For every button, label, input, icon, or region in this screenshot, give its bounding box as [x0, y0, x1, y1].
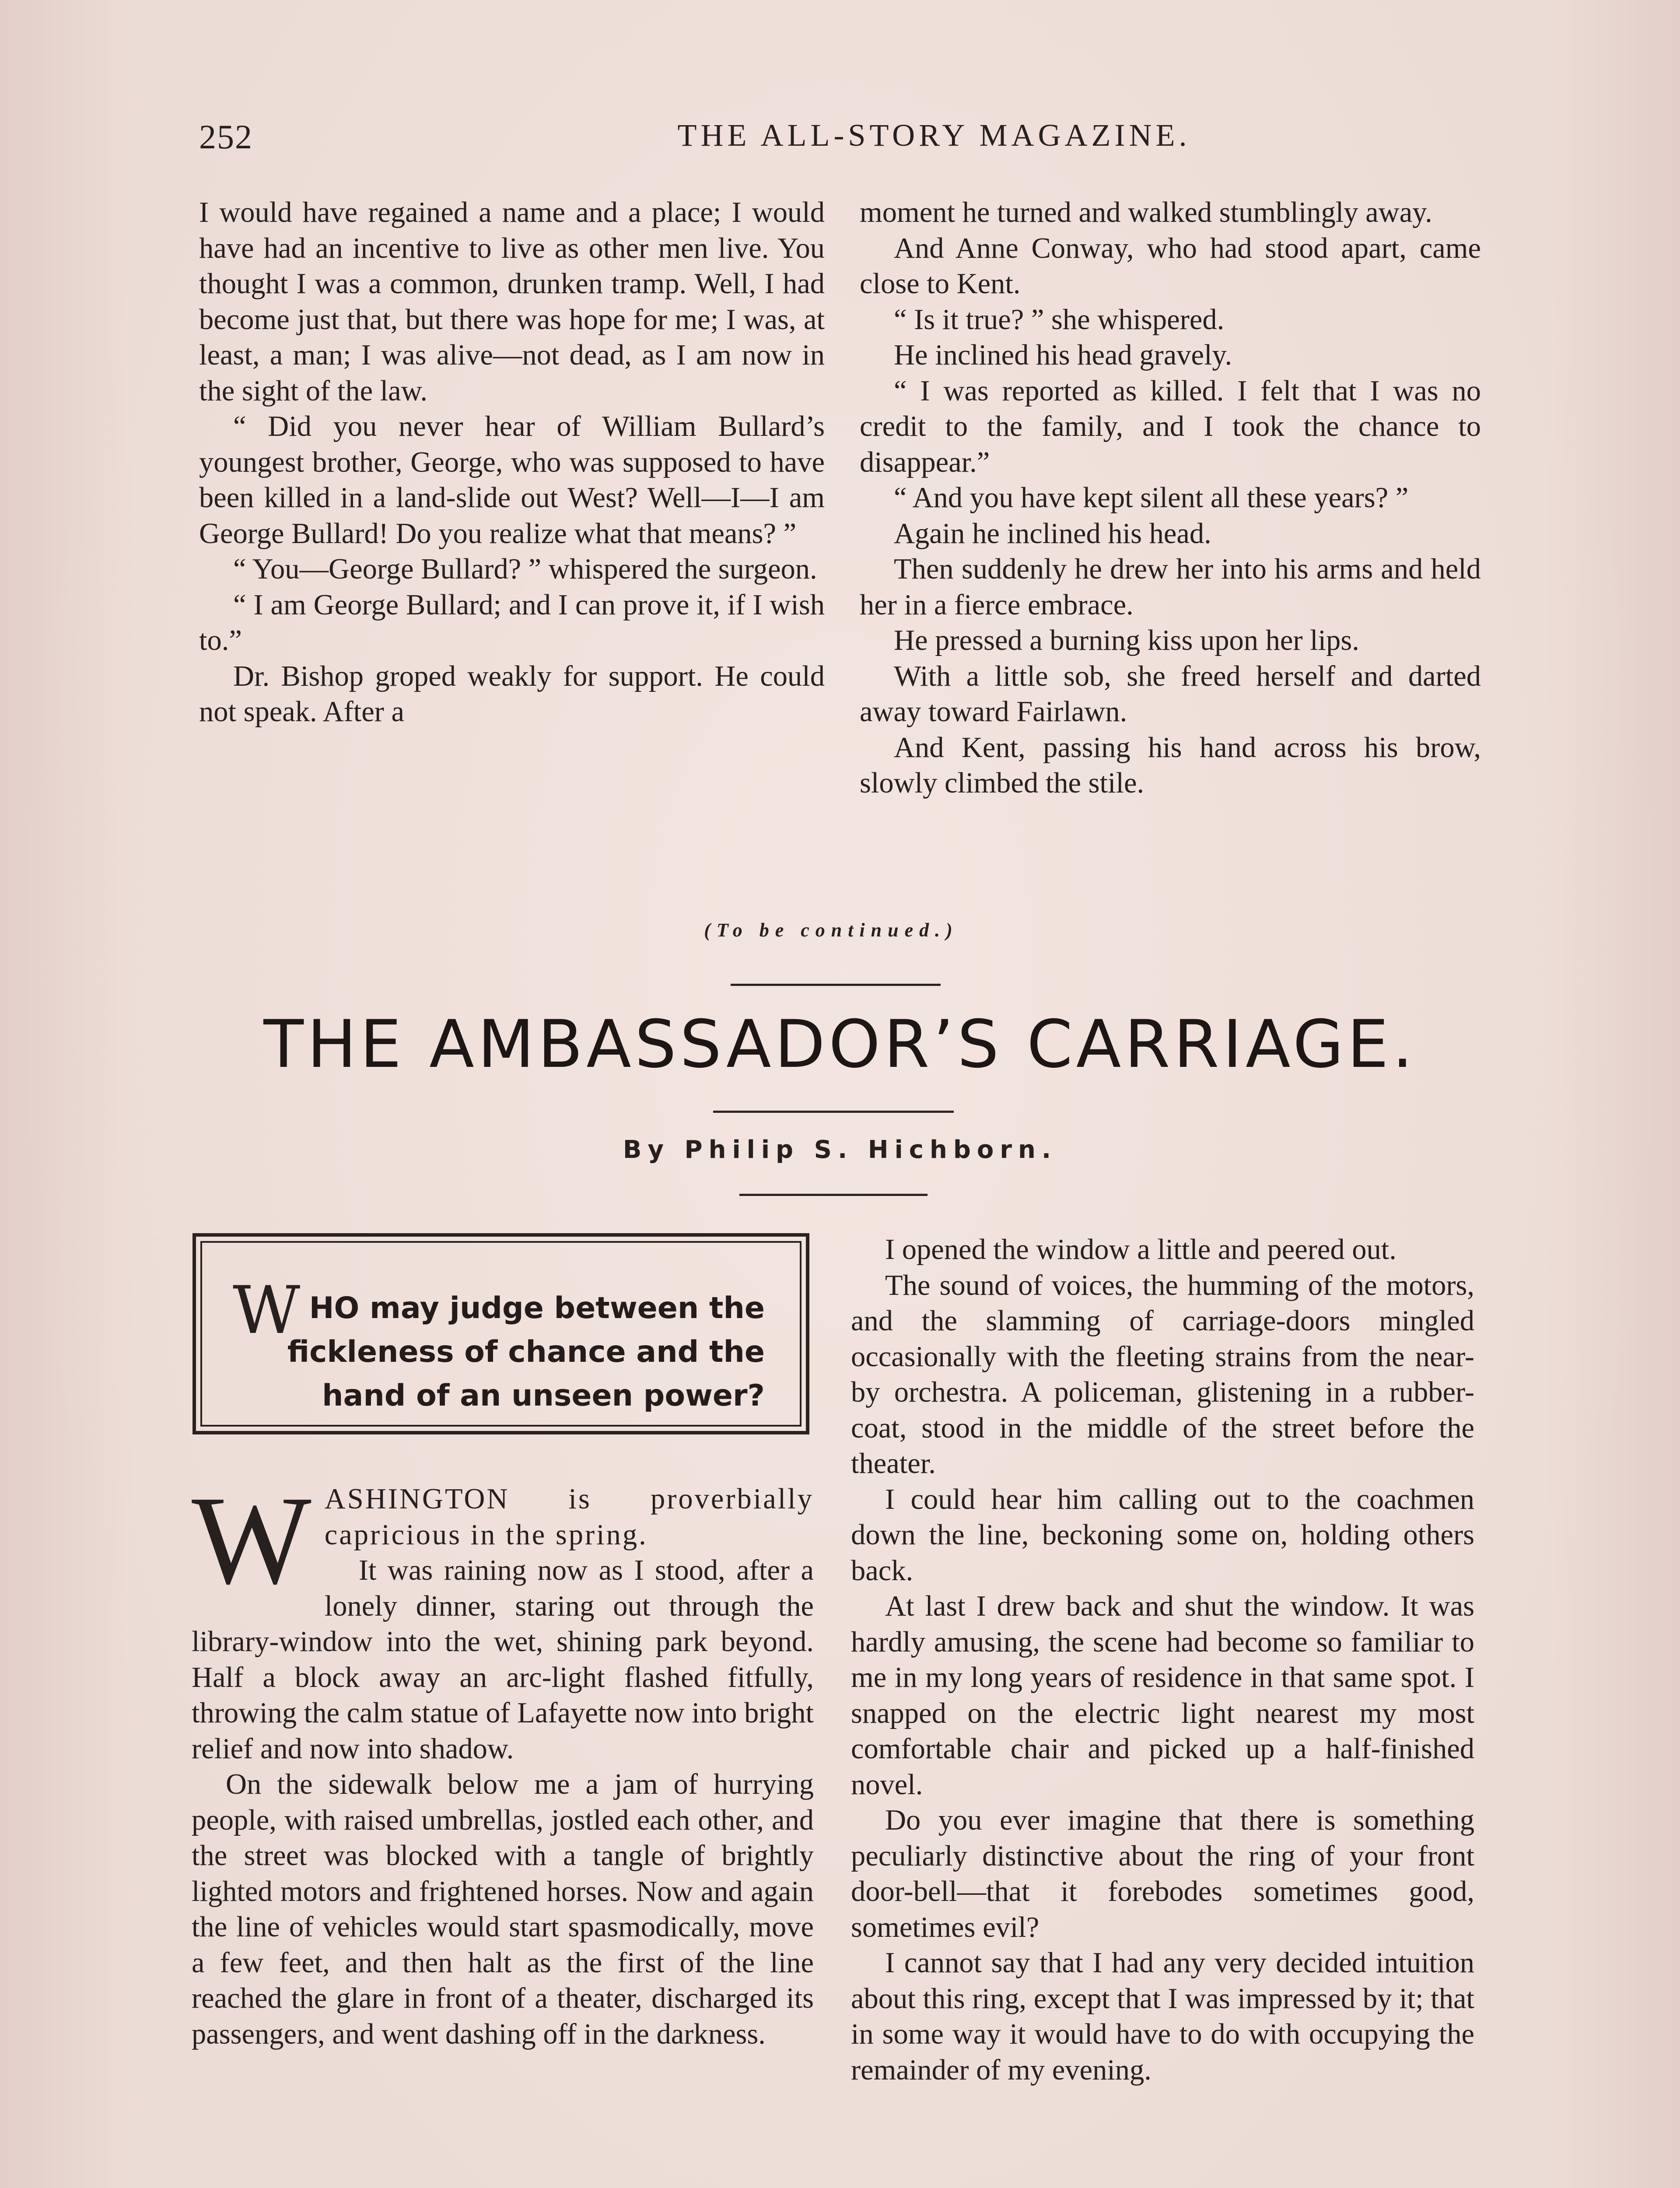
paragraph: “ You—George Bullard? ” whispered the surgeon.: [233, 553, 817, 585]
paragraph: At last I drew back and shut the window. It was hardly amusing, the scene had become so familiar to me in my long years of residence in that same spot. I snapped on the electric light nearest my most comfortable chair and picked up a half-finished novel.: [851, 1590, 1474, 1801]
running-head: THE ALL-STORY MAGAZINE.: [677, 118, 1191, 153]
to-be-continued-note: (To be continued.): [704, 919, 959, 941]
story-title: THE AMBASSADOR’S CARRIAGE.: [263, 1006, 1417, 1083]
previous-story-left-column: [199, 195, 825, 730]
story-right-column: [851, 1232, 1474, 2088]
story-byline: By Philip S. Hichborn.: [623, 1136, 1057, 1164]
paragraph: moment he turned and walked stumblingly away.: [860, 196, 1432, 228]
pull-quote-text: HO may judge between the fickleness of chance and the hand of an unseen power?: [287, 1291, 765, 1413]
drop-cap: W: [192, 1470, 312, 1610]
paragraph: Then suddenly he drew her into his arms and held her in a fierce embrace.: [860, 553, 1481, 621]
paragraph: And Anne Conway, who had stood apart, came close to Kent.: [860, 232, 1481, 300]
opening-text: ASHINGTON is proverbially capricious in the spring.: [324, 1483, 814, 1551]
paragraph: He inclined his head gravely.: [894, 339, 1232, 371]
divider-rule: [713, 1111, 954, 1113]
paragraph: And Kent, passing his hand across his brow, slowly climbed the stile.: [860, 731, 1481, 799]
paragraph: With a little sob, she freed herself and darted away toward Fairlawn.: [860, 660, 1481, 728]
paragraph: He pressed a burning kiss upon her lips.: [894, 624, 1359, 656]
opening-paragraph: [192, 1470, 814, 1610]
previous-story-right-column: [860, 195, 1481, 801]
paragraph: “ And you have kept silent all these years? ”: [894, 482, 1409, 514]
paragraph: I could hear him calling out to the coachmen down the line, beckoning some on, holding others back.: [851, 1483, 1474, 1587]
divider-rule: [731, 984, 941, 986]
paragraph: I opened the window a little and peered out.: [885, 1234, 1396, 1266]
paragraph: I cannot say that I had any very decided intuition about this ring, except that I was impressed by it; that in some way it would have to do with occupying the remainder of my evening.: [851, 1947, 1474, 2086]
paragraph: “ Is it true? ” she whispered.: [894, 303, 1225, 336]
paragraph: The sound of voices, the humming of the motors, and the slamming of carriage-doors mingled occasionally with the fleeting strains from the near-by orchestra. A policeman, glistening in a rubber-coat, stood in the middle of the street before the theater.: [851, 1269, 1474, 1480]
paragraph: “ I was reported as killed. I felt that I was no credit to the family, and I took the chance to disappear.”: [860, 375, 1481, 478]
paragraph: On the sidewalk below me a jam of hurrying people, with raised umbrellas, jostled each other, and the street was blocked with a tangle of brightly lighted motors and frightened horses. Now and again the line of vehicles would start spasmodically, move a few feet, and then halt as the first of the line reached the glare in front of a theater, discharged its passengers, and went dashing off in the darkness.: [192, 1768, 814, 2050]
paragraph: It was raining now as I stood, after a lonely dinner, staring out through the library-window into the wet, shining park beyond. Half a block away an arc-light flashed fitfully, throwing the calm statue of Lafayette now into bright relief and now into shadow.: [192, 1554, 814, 1765]
page-number: 252: [199, 118, 253, 156]
pull-quote-inner-border: [200, 1241, 802, 1427]
page-header: [199, 117, 1481, 161]
paragraph: “ I am George Bullard; and I can prove it, if I wish to.”: [199, 589, 825, 656]
paragraph: Do you ever imagine that there is something peculiarly distinctive about the ring of your front door-bell—that it forebodes sometimes good, sometimes evil?: [851, 1804, 1474, 1943]
paragraph: “ Did you never hear of William Bullard’s youngest brother, George, who was supposed to have been killed in a land-slide out West? Well—I—I am George Bullard! Do you realize what that means? ”: [199, 410, 825, 550]
pull-quote-initial: W: [233, 1273, 301, 1349]
story-left-column: [192, 1470, 814, 2052]
divider-rule: [739, 1194, 928, 1196]
paragraph: I would have regained a name and a place; I would have had an incentive to live as other men live. You thought I was a common, drunken tramp. Well, I had become just that, but there was hope for me; I was, at least, a man; I was alive—not dead, as I am now in the sight of the law.: [199, 196, 825, 407]
paragraph: Dr. Bishop groped weakly for support. He could not speak. After a: [199, 660, 825, 728]
pull-quote-box: [192, 1233, 809, 1434]
paragraph: Again he inclined his head.: [894, 517, 1211, 550]
